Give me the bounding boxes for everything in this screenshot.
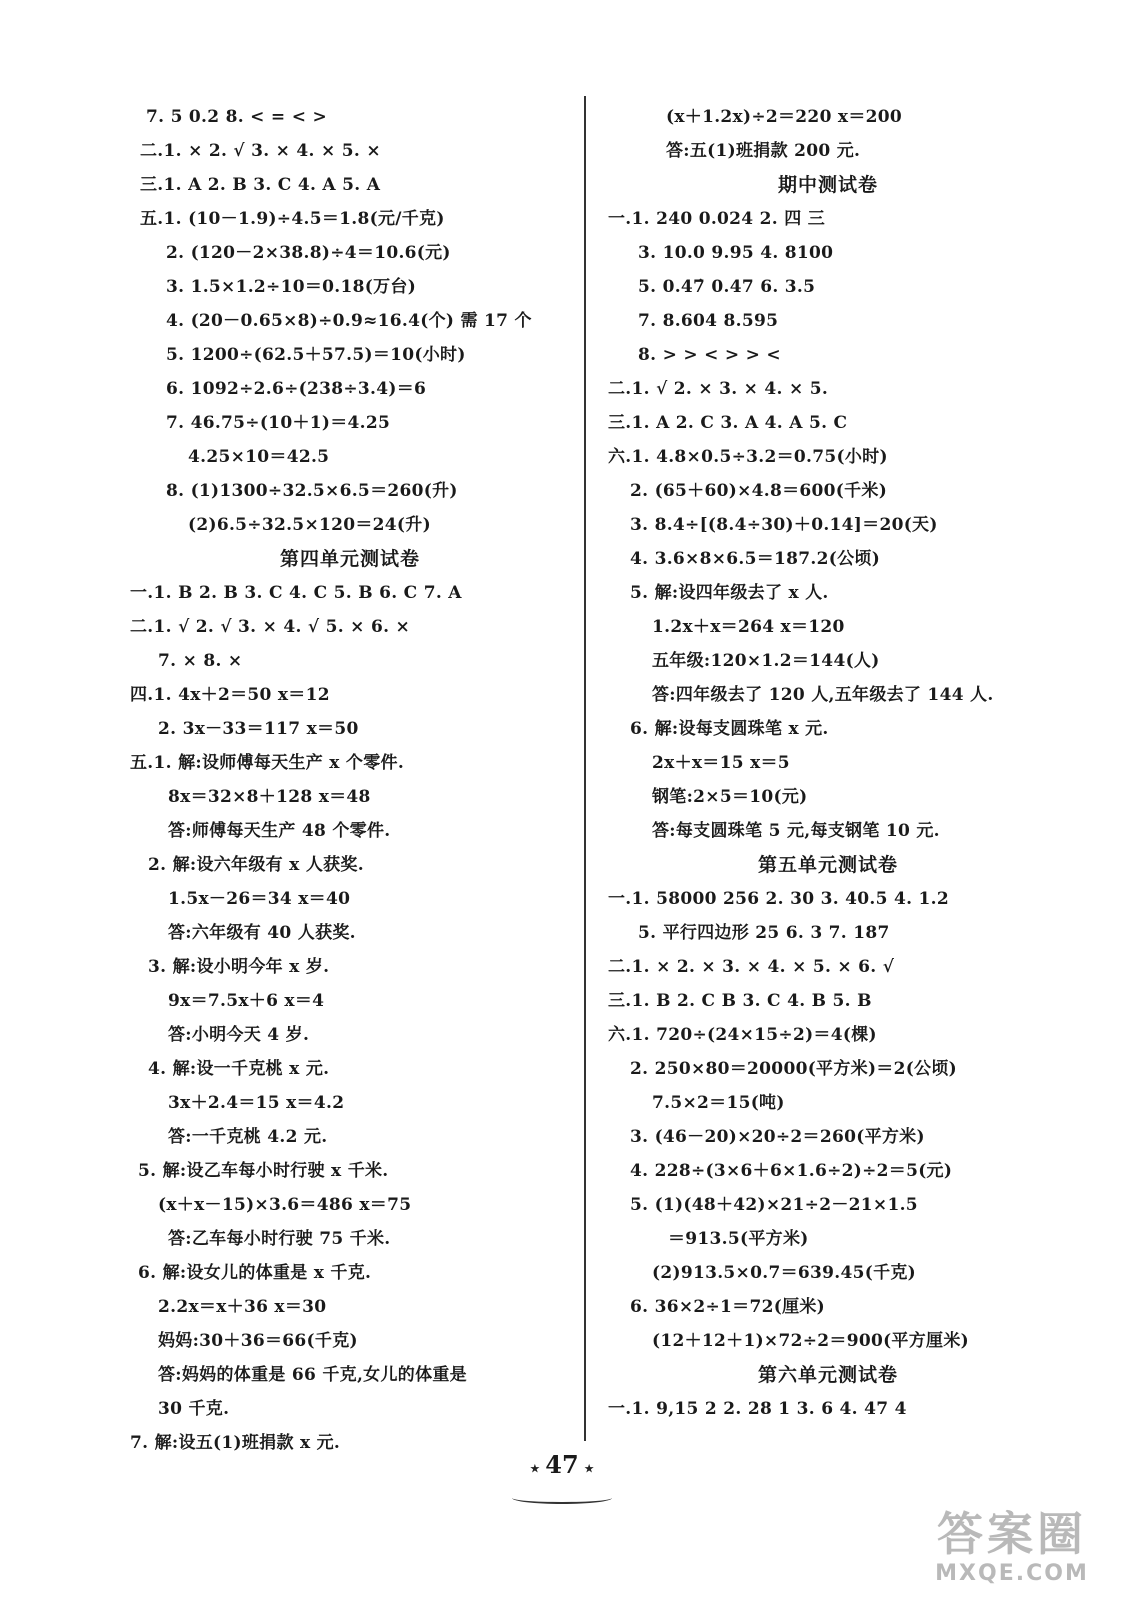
answer-line: 5. 解:设乙车每小时行驶 x 千米. — [138, 1161, 389, 1181]
right-column — [608, 100, 1048, 1426]
answer-line: 六.1. 4.8×0.5÷3.2＝0.75(小时) — [608, 447, 888, 467]
answer-line: 5. (1)(48＋42)×21÷2－21×1.5 — [630, 1195, 918, 1215]
answer-line: 8. (1)1300÷32.5×6.5＝260(升) — [166, 481, 458, 501]
answer-line: (2)913.5×0.7＝639.45(千克) — [652, 1263, 917, 1283]
answer-line: 3. 8.4÷[(8.4÷30)＋0.14]＝20(天) — [630, 515, 938, 535]
answer-line: 2.2x＝x＋36 x＝30 — [158, 1297, 327, 1317]
answer-line: 3. 1.5×1.2÷10＝0.18(万台) — [166, 277, 417, 297]
answer-line: 6. 36×2÷1＝72(厘米) — [630, 1297, 826, 1317]
answer-line: 1.5x－26＝34 x＝40 — [168, 889, 351, 909]
answer-line: 答:师傅每天生产 48 个零件. — [168, 821, 391, 841]
section-heading: 期中测试卷 — [777, 174, 878, 196]
answer-line: 7. 8.604 8.595 — [638, 311, 779, 331]
answer-line: 一.1. 240 0.024 2. 四 三 — [608, 209, 826, 229]
answer-line: 3x＋2.4＝15 x＝4.2 — [168, 1093, 345, 1113]
answer-line: 4. (20－0.65×8)÷0.9≈16.4(个) 需 17 个 — [166, 311, 532, 331]
answer-line: 3. 解:设小明今年 x 岁. — [148, 957, 330, 977]
answer-line: 妈妈:30＋36＝66(千克) — [158, 1331, 358, 1351]
answer-line: (12＋12＋1)×72÷2＝900(平方厘米) — [652, 1331, 969, 1351]
answer-line: 2. (65＋60)×4.8＝600(千米) — [630, 481, 888, 501]
answer-line: 6. 解:设女儿的体重是 x 千克. — [138, 1263, 372, 1283]
answer-line: 30 千克. — [158, 1399, 230, 1419]
answer-line: 9x＝7.5x＋6 x＝4 — [168, 991, 325, 1011]
star-right-icon: ★ — [583, 1461, 595, 1476]
answer-line: 5. 平行四边形 25 6. 3 7. 187 — [638, 923, 890, 943]
answer-line: 6. 解:设每支圆珠笔 x 元. — [630, 719, 829, 739]
answer-line: 钢笔:2×5＝10(元) — [652, 787, 808, 807]
answer-line: 2. (120－2×38.8)÷4＝10.6(元) — [166, 243, 451, 263]
section-heading: 第六单元测试卷 — [757, 1364, 898, 1386]
answer-line: 4.25×10＝42.5 — [188, 447, 330, 467]
answer-line: 7.5×2＝15(吨) — [652, 1093, 785, 1113]
answer-line: 8. > > < > > < — [638, 345, 781, 365]
answer-line: 1.2x＋x＝264 x＝120 — [652, 617, 845, 637]
answer-line: 三.1. A 2. C 3. A 4. A 5. C — [608, 413, 848, 433]
answer-line: 2. 250×80＝20000(平方米)＝2(公顷) — [630, 1059, 957, 1079]
answer-line: 六.1. 720÷(24×15÷2)＝4(棵) — [608, 1025, 877, 1045]
answer-line: 答:乙车每小时行驶 75 千米. — [168, 1229, 391, 1249]
answer-line: 三.1. A 2. B 3. C 4. A 5. A — [140, 175, 381, 195]
answer-line: 3. (46－20)×20÷2＝260(平方米) — [630, 1127, 925, 1147]
answer-line: 2. 3x－33＝117 x＝50 — [158, 719, 359, 739]
answer-line: 6. 1092÷2.6÷(238÷3.4)＝6 — [166, 379, 427, 399]
answer-line: 二.1. √ 2. √ 3. × 4. √ 5. × 6. × — [130, 617, 411, 637]
answer-line: 一.1. B 2. B 3. C 4. C 5. B 6. C 7. A — [130, 583, 462, 603]
page-number: 47 — [545, 1450, 579, 1479]
answer-line: 二.1. × 2. × 3. × 4. × 5. × 6. √ — [608, 957, 895, 977]
answer-line: 答:妈妈的体重是 66 千克,女儿的体重是 — [158, 1365, 467, 1385]
answer-line: 二.1. × 2. √ 3. × 4. × 5. × — [140, 141, 381, 161]
answer-line: 2x＋x＝15 x＝5 — [652, 753, 790, 773]
answer-line: 8x＝32×8＋128 x＝48 — [168, 787, 371, 807]
answer-line: 五.1. (10－1.9)÷4.5＝1.8(元/千克) — [140, 209, 445, 229]
answer-line: 二.1. √ 2. × 3. × 4. × 5. — [608, 379, 829, 399]
watermark-logo: 答案圈 — [937, 1507, 1087, 1561]
section-heading: 第五单元测试卷 — [757, 854, 898, 876]
answer-line: (x＋x－15)×3.6＝486 x＝75 — [158, 1195, 412, 1215]
answer-line: 4. 228÷(3×6＋6×1.6÷2)÷2＝5(元) — [630, 1161, 953, 1181]
answer-line: (x＋1.2x)÷2＝220 x＝200 — [666, 107, 903, 127]
answer-line: 5. 1200÷(62.5＋57.5)＝10(小时) — [166, 345, 466, 365]
left-column — [130, 100, 570, 1460]
answer-line: 五年级:120×1.2＝144(人) — [652, 651, 880, 671]
answer-line: 答:小明今天 4 岁. — [168, 1025, 310, 1045]
answer-line: 一.1. 9,15 2 2. 28 1 3. 6 4. 47 4 — [608, 1399, 907, 1419]
answer-line: 答:每支圆珠笔 5 元,每支钢笔 10 元. — [652, 821, 940, 841]
answer-line: 7. 5 0.2 8. < = < > — [146, 107, 328, 127]
answer-line: 答:一千克桃 4.2 元. — [168, 1127, 328, 1147]
star-left-icon: ★ — [529, 1461, 541, 1476]
answer-line: 5. 解:设四年级去了 x 人. — [630, 583, 829, 603]
answer-line: 7. 解:设五(1)班捐款 x 元. — [130, 1433, 341, 1453]
answer-line: 一.1. 58000 256 2. 30 3. 40.5 4. 1.2 — [608, 889, 950, 909]
answer-line: 五.1. 解:设师傅每天生产 x 个零件. — [130, 753, 405, 773]
watermark-url: MXQE.COM — [935, 1561, 1089, 1586]
answer-line: 3. 10.0 9.95 4. 8100 — [638, 243, 834, 263]
answer-line: 答:四年级去了 120 人,五年级去了 144 人. — [652, 685, 994, 705]
answer-line: 2. 解:设六年级有 x 人获奖. — [148, 855, 364, 875]
column-divider — [584, 96, 586, 1441]
answer-line: 4. 解:设一千克桃 x 元. — [148, 1059, 330, 1079]
watermark — [912, 1508, 1112, 1594]
answer-line: 答:六年级有 40 人获奖. — [168, 923, 356, 943]
answer-line: ＝913.5(平方米) — [668, 1229, 809, 1249]
answer-line: (2)6.5÷32.5×120＝24(升) — [188, 515, 431, 535]
answer-line: 四.1. 4x＋2＝50 x＝12 — [130, 685, 330, 705]
section-heading: 第四单元测试卷 — [279, 548, 420, 570]
answer-line: 答:五(1)班捐款 200 元. — [666, 141, 861, 161]
answer-line: 5. 0.47̇ 0.47 6. 3.5 — [638, 277, 816, 297]
answer-line: 三.1. B 2. C B 3. C 4. B 5. B — [608, 991, 872, 1011]
answer-line: 4. 3.6×8×6.5＝187.2(公顷) — [630, 549, 881, 569]
answer-line: 7. 46.75÷(10＋1)＝4.25 — [166, 413, 391, 433]
footer-swoosh — [512, 1492, 612, 1504]
answer-line: 7. × 8. × — [158, 651, 243, 671]
